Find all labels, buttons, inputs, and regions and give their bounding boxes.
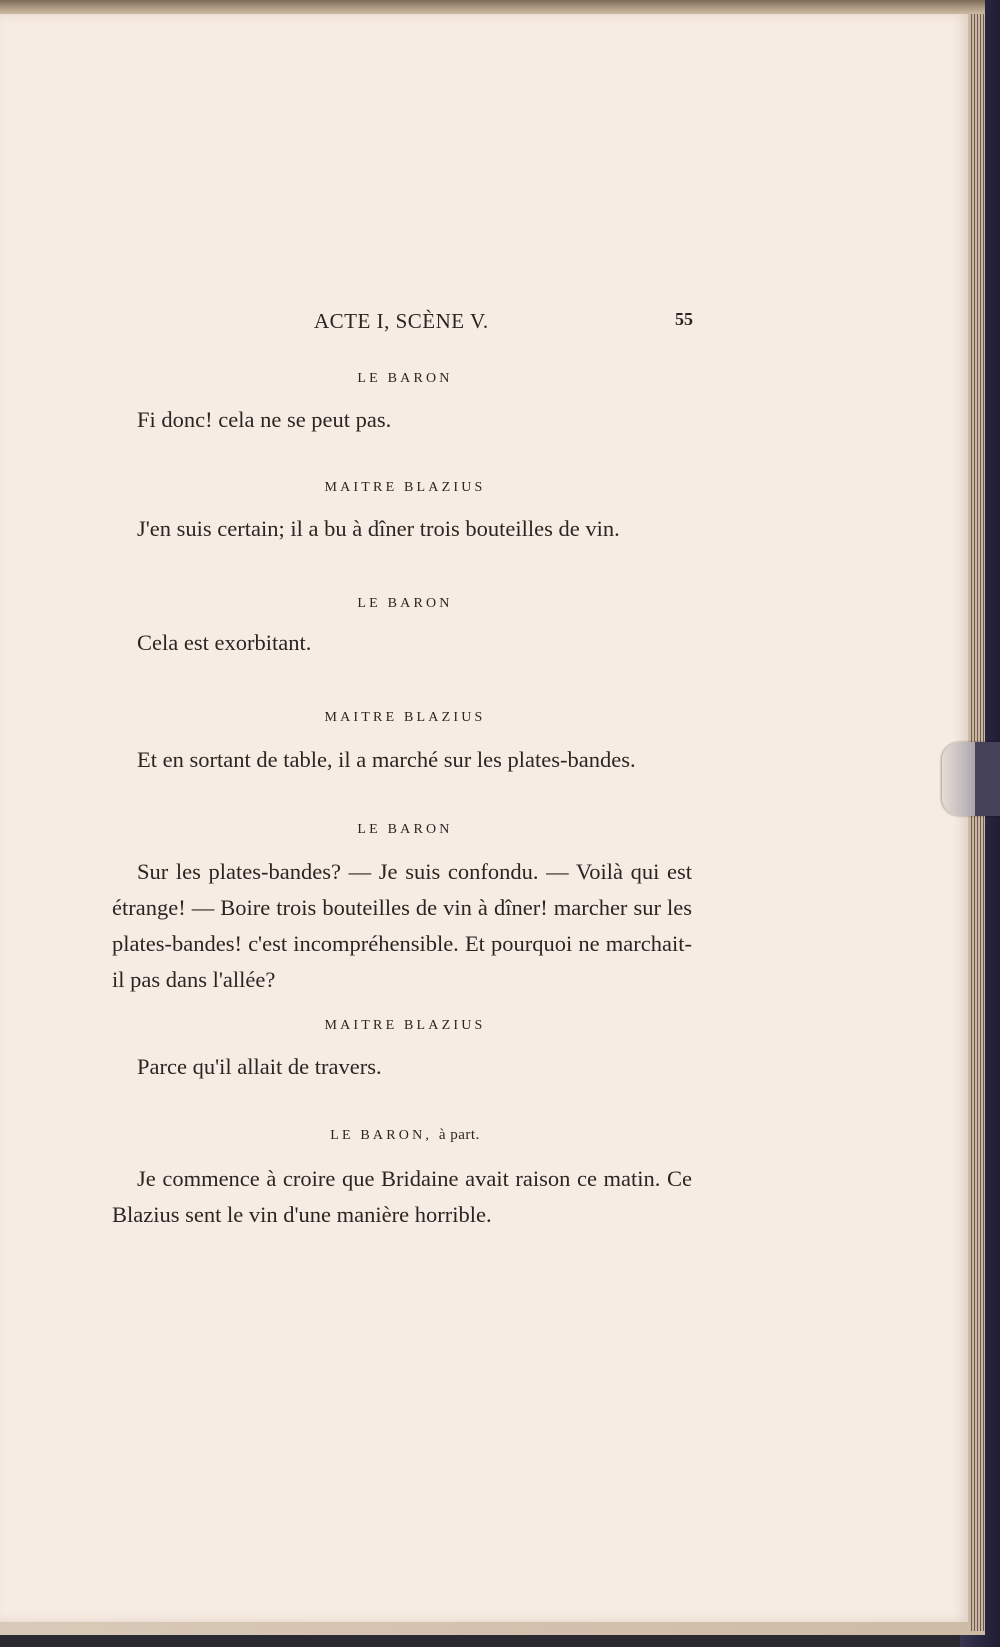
running-head (0, 309, 968, 333)
speaker-label (115, 596, 695, 612)
speaker-label (115, 371, 695, 387)
speaker-name: LE BARON (357, 596, 453, 611)
speech-text: Cela est exorbitant. (137, 630, 312, 655)
page-stack-edge (971, 6, 985, 1631)
book-page (0, 14, 968, 1622)
running-title: ACTE I, SCÈNE V. (314, 309, 489, 333)
book-top-edge (0, 0, 985, 14)
speaker-name: MAITRE BLAZIUS (324, 480, 486, 495)
speaker-name: LE BARON (357, 822, 453, 837)
speech-text: Parce qu'il allait de travers. (137, 1054, 382, 1079)
bookmark-ribbon (975, 742, 1000, 816)
speech-text: J'en suis certain; il a bu à dîner trois bouteilles de vin. (137, 516, 620, 541)
speaker-name: LE BARON (357, 371, 453, 386)
speaker-name: MAITRE BLAZIUS (324, 1018, 486, 1033)
speaker-label (115, 822, 695, 838)
speaker-name: MAITRE BLAZIUS (324, 710, 486, 725)
speech-text: Fi donc! cela ne se peut pas. (137, 407, 392, 432)
speaker-name: LE BARON, (330, 1128, 433, 1143)
speech-text: Je commence à croire que Bridaine avait raison ce matin. Ce Blazius sent le vin d'une manière horrible. (112, 1166, 692, 1227)
speech-text: Et en sortant de table, il a marché sur les plates-bandes. (137, 747, 636, 772)
page-number: 55 (675, 309, 693, 329)
speaker-label (115, 1018, 695, 1034)
stage-direction: à part. (438, 1127, 480, 1143)
speaker-label (115, 1127, 695, 1144)
speaker-label (115, 480, 695, 496)
speaker-label (115, 710, 695, 726)
speech-text: Sur les plates-bandes? — Je suis confondu. — Voilà qui est étrange! — Boire trois bouteilles de vin à dîner! marcher sur les plates-bandes! c'est incompréhensible. Et pourquoi ne marchait-il pas dans l'allée? (112, 859, 692, 992)
